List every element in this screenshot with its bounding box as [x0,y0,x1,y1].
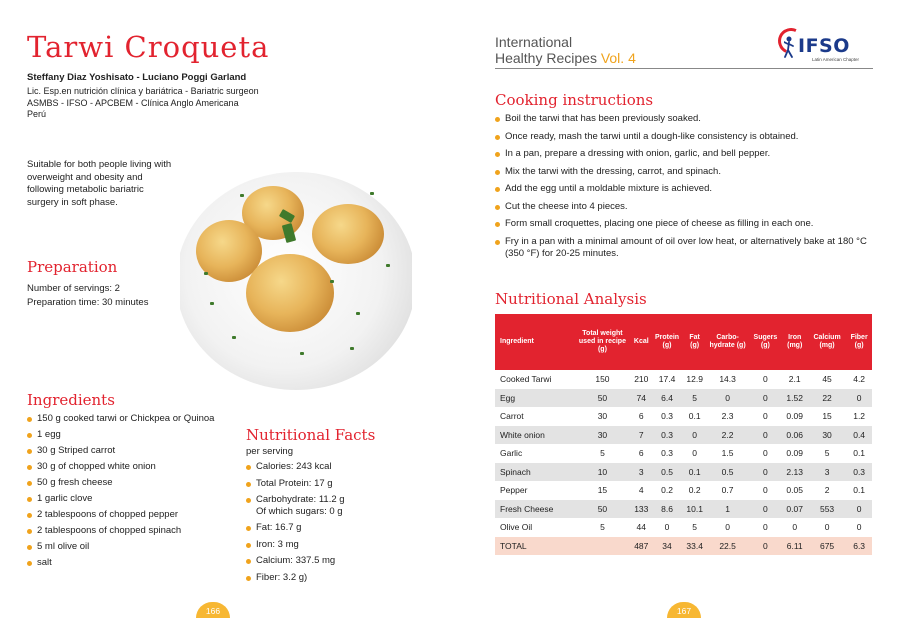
table-cell: 0 [749,537,781,556]
list-item: 5 ml olive oil [27,541,217,553]
table-cell: 210 [632,370,651,389]
table-cell: 5 [683,518,706,537]
table-row [495,463,872,482]
table-cell: 0.7 [706,481,749,500]
list-item: Form small croquettes, placing one piece of cheese as filling in each one. [495,218,880,231]
table-cell: 8.6 [651,500,684,519]
table-cell: 17.4 [651,370,684,389]
herb-garnish [356,312,360,315]
cooking-instructions-title: Cooking instructions [495,91,654,109]
column-header: Sugers (g) [749,314,781,370]
table-cell: 14.3 [706,370,749,389]
table-cell: 22 [808,389,846,408]
list-item: 1 garlic clove [27,493,217,505]
list-item: 50 g fresh cheese [27,477,217,489]
nutritional-analysis-title: Nutritional Analysis [495,290,647,308]
credential-line: ASMBS - IFSO - APCBEM - Clínica Anglo Americana [27,97,239,108]
table-cell: 0.3 [651,426,684,445]
recipe-authors: Steffany Diaz Yoshisato - Luciano Poggi Garland [27,72,247,83]
table-cell: 0.07 [782,500,808,519]
ingredients-list [27,413,217,573]
table-cell: 0.2 [683,481,706,500]
table-cell: 5 [573,518,632,537]
table-cell: 2.2 [706,426,749,445]
table-cell: 150 [573,370,632,389]
fact-main: Fat: 16.7 g [256,522,302,533]
series-line [495,50,636,66]
table-row [495,370,872,389]
credential-line: Perú [27,109,47,119]
table-cell: 487 [632,537,651,556]
column-header: Fat (g) [683,314,706,370]
column-header: Kcal [632,314,651,370]
list-item: 1 egg [27,429,217,441]
table-cell: 0 [749,407,781,426]
table-cell: 0 [749,444,781,463]
croquettes-photo [180,172,412,390]
list-item: In a pan, prepare a dressing with onion, garlic, and bell pepper. [495,148,880,161]
table-cell: 0 [749,500,781,519]
list-item [246,539,416,551]
list-item: Fry in a pan with a minimal amount of oil over low heat, or alternatively bake at 180 °C (350 °F) for 20-25 minutes. [495,236,880,261]
preparation-details [27,282,148,310]
herb-garnish [350,347,354,350]
table-cell: 33.4 [683,537,706,556]
fact-main: Calories: 243 kcal [256,461,332,472]
table-cell: 44 [632,518,651,537]
table-cell: 3 [808,463,846,482]
list-item: Add the egg until a moldable mixture is achieved. [495,183,880,196]
table-cell: 0.09 [782,407,808,426]
list-item [246,461,416,473]
header-divider [495,68,873,69]
series-line: International [495,34,573,50]
table-cell: TOTAL [495,537,573,556]
table-cell: 0.1 [683,463,706,482]
table-cell: 1.5 [706,444,749,463]
nutritional-analysis-table [495,314,872,555]
table-cell: 675 [808,537,846,556]
table-cell: Olive Oil [495,518,573,537]
table-cell: 2.1 [782,370,808,389]
table-cell: 0.3 [651,407,684,426]
table-row [495,444,872,463]
table-cell: 0.4 [846,426,872,445]
table-cell: 553 [808,500,846,519]
table-cell [573,537,632,556]
table-cell: 4.2 [846,370,872,389]
column-header: Ingredient [495,314,573,370]
table-cell: 22.5 [706,537,749,556]
table-cell: 1.52 [782,389,808,408]
right-page [450,0,900,635]
prep-time-text: Preparation time: 30 minutes [27,297,149,308]
ingredients-title: Ingredients [27,391,115,409]
table-cell: 0.1 [683,407,706,426]
list-item: 30 g Striped carrot [27,445,217,457]
list-item: Boil the tarwi that has been previously soaked. [495,113,880,126]
table-total-row [495,537,872,556]
table-cell: 12.9 [683,370,706,389]
table-body [495,370,872,555]
table-cell: 10.1 [683,500,706,519]
table-cell: 30 [573,407,632,426]
column-header: Total weight used in recipe (g) [573,314,632,370]
herb-garnish [240,194,244,197]
table-cell: 0 [846,500,872,519]
series-volume: Vol. 4 [600,50,636,66]
table-cell: Garlic [495,444,573,463]
table-cell: 2 [808,481,846,500]
table-cell: 0.09 [782,444,808,463]
list-item [246,478,416,490]
table-cell: 5 [683,389,706,408]
table-cell: 2.3 [706,407,749,426]
list-item: Once ready, mash the tarwi until a dough-like consistency is obtained. [495,131,880,144]
herb-garnish [300,352,304,355]
page-number: 167 [667,602,701,618]
herb-garnish [330,280,334,283]
series-title [495,34,636,66]
list-item: 2 tablespoons of chopped pepper [27,509,217,521]
table-cell: 0 [846,518,872,537]
list-item [246,494,416,517]
table-cell: 2.13 [782,463,808,482]
herb-garnish [386,264,390,267]
table-cell: Egg [495,389,573,408]
table-cell: Spinach [495,463,573,482]
list-item: salt [27,557,217,569]
table-cell: Carrot [495,407,573,426]
cooking-steps-list [495,113,880,266]
table-cell: Pepper [495,481,573,500]
table-cell: 0 [749,481,781,500]
table-cell: 0.5 [706,463,749,482]
table-header-row [495,314,872,370]
table-cell: 4 [632,481,651,500]
recipe-intro: Suitable for both people living with overweight and obesity and following metabolic bariatric surgery in soft phase. [27,159,172,208]
nutritional-facts-title: Nutritional Facts [246,426,376,444]
table-row [495,518,872,537]
table-cell: 7 [632,426,651,445]
list-item [246,522,416,534]
servings-text: Number of servings: 2 [27,283,120,294]
table-cell: 45 [808,370,846,389]
table-cell: 0 [808,518,846,537]
logo-text: IFSO [798,35,850,57]
table-cell: 0 [749,389,781,408]
table-cell: 30 [573,426,632,445]
author-credentials [27,86,287,121]
column-header: Protein (g) [651,314,684,370]
table-row [495,389,872,408]
column-header: Iron (mg) [782,314,808,370]
table-cell: 15 [573,481,632,500]
table-cell: 0.3 [651,444,684,463]
table-cell: 3 [632,463,651,482]
table-cell: 0.1 [846,481,872,500]
croquette [312,204,384,264]
table-cell: 0 [846,389,872,408]
fact-main: Calcium: 337.5 mg [256,555,336,566]
table-cell: 1.2 [846,407,872,426]
recipe-title: Tarwi Croqueta [27,30,270,64]
table-cell: White onion [495,426,573,445]
table-cell: 0 [749,370,781,389]
table-cell: 74 [632,389,651,408]
table-cell: 6.11 [782,537,808,556]
list-item [246,572,416,584]
nutritional-facts-list [246,461,416,588]
table-cell: 15 [808,407,846,426]
table-cell: 6.4 [651,389,684,408]
table-cell: 6 [632,444,651,463]
herb-garnish [210,302,214,305]
croquette [246,254,334,332]
herb-garnish [204,272,208,275]
table-cell: 30 [808,426,846,445]
logo-figure-icon [784,36,794,58]
list-item: Mix the tarwi with the dressing, carrot, and spinach. [495,166,880,179]
table-cell: 1 [706,500,749,519]
table-cell: 34 [651,537,684,556]
table-cell: 0 [651,518,684,537]
table-cell: 0 [683,426,706,445]
list-item: Cut the cheese into 4 pieces. [495,201,880,214]
list-item: 2 tablespoons of chopped spinach [27,525,217,537]
table-cell: 5 [808,444,846,463]
table-cell: 0 [706,389,749,408]
table-cell: 0 [683,444,706,463]
table-cell: 0.06 [782,426,808,445]
nutritional-facts-subtitle: per serving [246,446,293,457]
table-row [495,500,872,519]
table-cell: 0.1 [846,444,872,463]
table-cell: 50 [573,500,632,519]
table-cell: 0 [782,518,808,537]
fact-main: Iron: 3 mg [256,538,299,550]
column-header: Fiber (g) [846,314,872,370]
table-row [495,407,872,426]
logo-subtext: Latin American Chapter [812,57,860,62]
table-cell: 6 [632,407,651,426]
table-row [495,426,872,445]
table-cell: 0.05 [782,481,808,500]
fact-sub: Of which sugars: 0 g [256,505,343,517]
page-number: 166 [196,602,230,618]
table-cell: Cooked Tarwi [495,370,573,389]
herb-garnish [232,336,236,339]
table-cell: 0 [706,518,749,537]
list-item [246,555,416,567]
table-cell: 133 [632,500,651,519]
table-cell: Fresh Cheese [495,500,573,519]
table-cell: 0 [749,518,781,537]
table-cell: 0 [749,426,781,445]
herb-garnish [370,192,374,195]
column-header: Carbo-hydrate (g) [706,314,749,370]
series-name: Healthy Recipes [495,50,597,66]
preparation-title: Preparation [27,258,118,276]
ifso-logo [776,26,874,66]
table-cell: 50 [573,389,632,408]
fact-main: Fiber: 3.2 g) [256,571,308,583]
table-cell: 0 [749,463,781,482]
credential-line: Lic. Esp.en nutrición clínica y bariátrica - Bariatric surgeon [27,86,259,96]
table-cell: 10 [573,463,632,482]
list-item: 150 g cooked tarwi or Chickpea or Quinoa [27,413,217,425]
fact-main: Carbohydrate: 11.2 g [256,494,345,505]
column-header: Calcium (mg) [808,314,846,370]
table-cell: 6.3 [846,537,872,556]
table-cell: 0.3 [846,463,872,482]
table-cell: 5 [573,444,632,463]
table-row [495,481,872,500]
fact-main: Total Protein: 17 g [256,477,333,489]
table-cell: 0.5 [651,463,684,482]
table-cell: 0.2 [651,481,684,500]
list-item: 30 g of chopped white onion [27,461,217,473]
